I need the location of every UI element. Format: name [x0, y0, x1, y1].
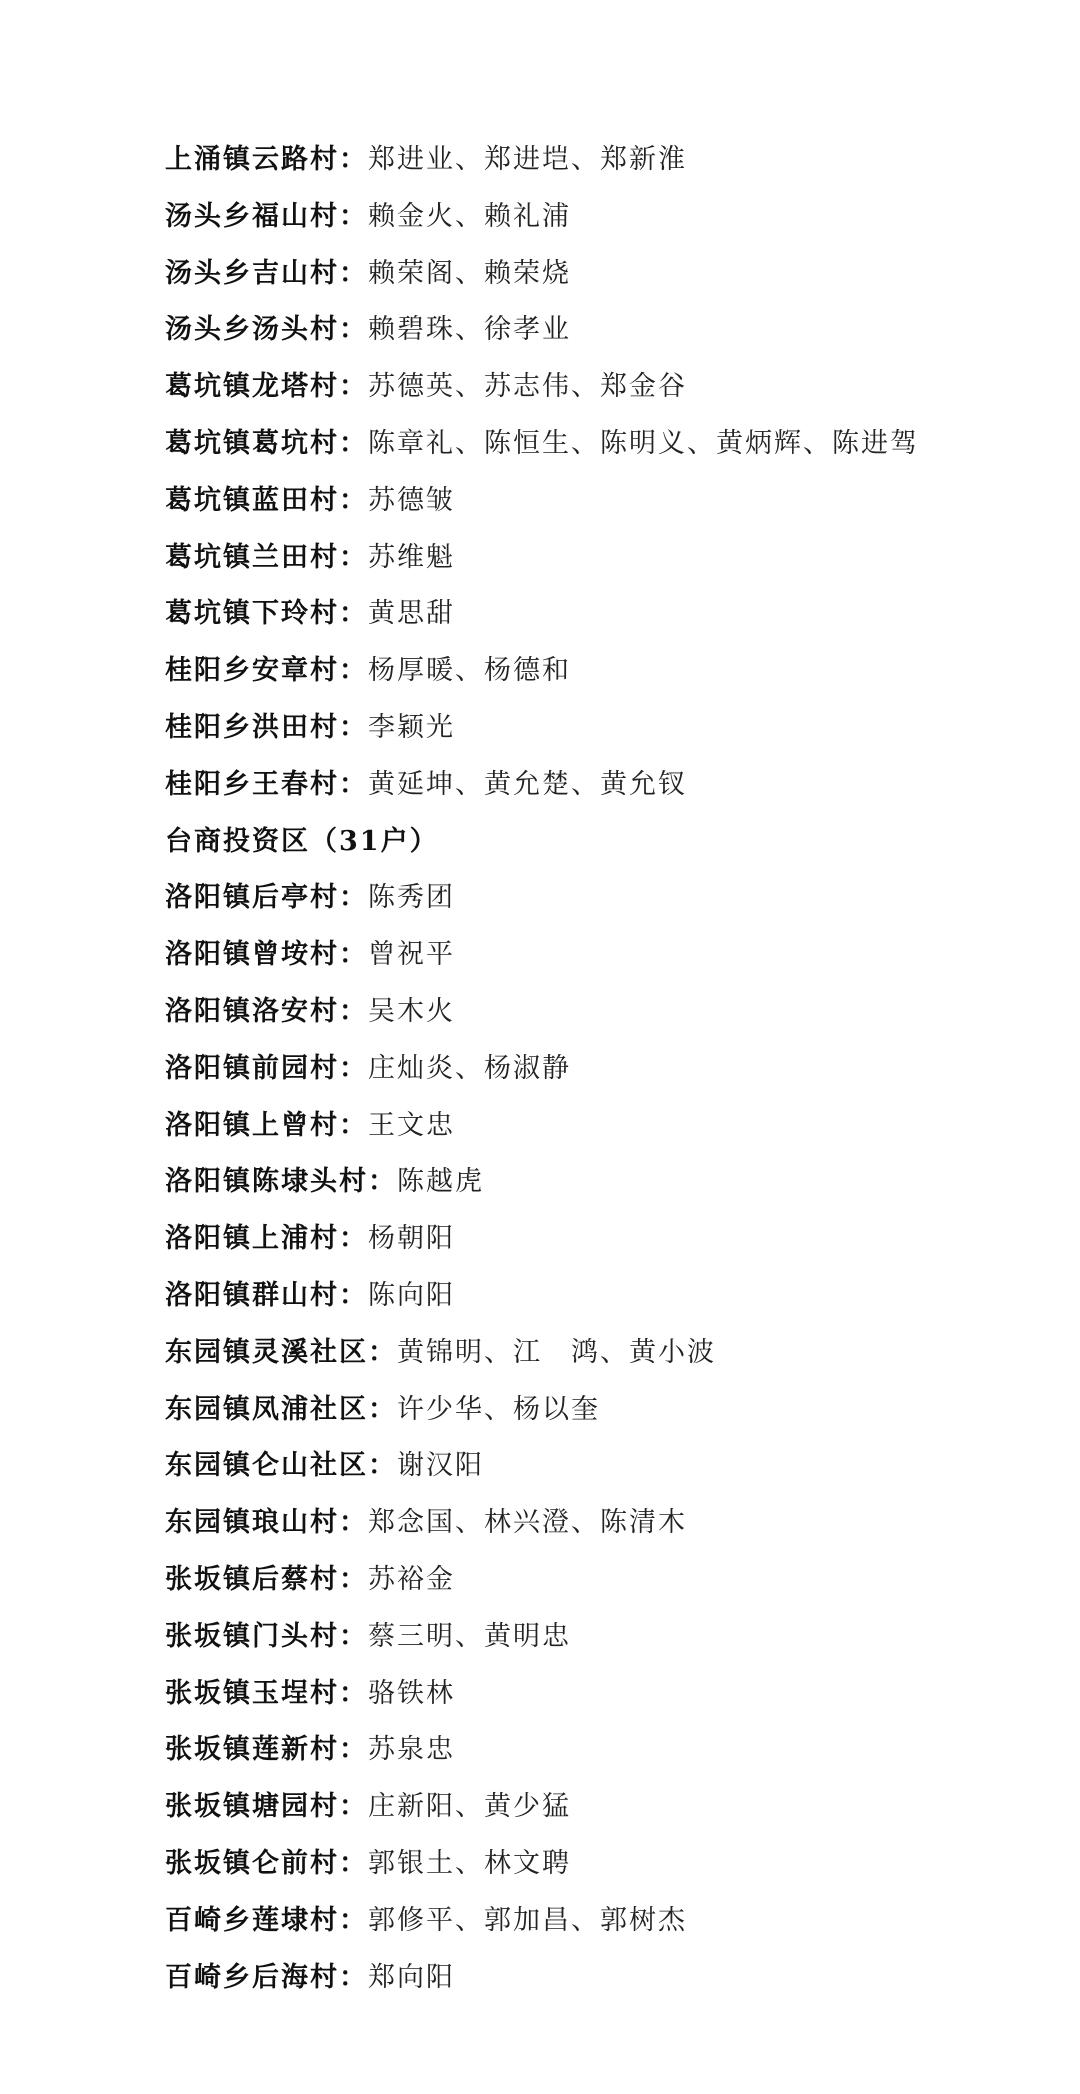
village-name: 张坂镇后蔡村：	[165, 1563, 368, 1595]
list-item	[165, 307, 1045, 364]
village-name: 百崎乡莲埭村：	[165, 1904, 368, 1936]
list-item	[165, 1671, 1045, 1728]
household-names: 郭修平、郭加昌、郭树杰	[368, 1904, 687, 1936]
list-item	[165, 705, 1045, 762]
list-item	[165, 1216, 1045, 1273]
list-item	[165, 1955, 1045, 2012]
village-name: 上涌镇云路村：	[165, 144, 368, 175]
village-name: 东园镇仑山社区：	[165, 1450, 397, 1482]
household-names: 王文忠	[368, 1109, 455, 1141]
list-item	[165, 137, 1045, 194]
village-name: 葛坑镇兰田村：	[165, 541, 368, 573]
section-heading-text: 台商投资区（31户）	[165, 825, 439, 857]
list-item	[165, 251, 1045, 308]
village-name: 张坂镇仑前村：	[165, 1847, 368, 1879]
household-names: 陈章礼、陈恒生、陈明义、黄炳辉、陈进驾	[368, 427, 919, 459]
list-item	[165, 1500, 1045, 1557]
household-names: 苏裕金	[368, 1563, 455, 1595]
village-name: 桂阳乡安章村：	[165, 655, 368, 687]
list-item	[165, 421, 1045, 478]
village-name: 东园镇灵溪社区：	[165, 1336, 397, 1368]
list-item	[165, 535, 1045, 592]
village-name: 葛坑镇下玲村：	[165, 598, 368, 630]
household-names: 苏德皱	[368, 484, 455, 516]
list-item	[165, 1443, 1045, 1500]
village-name: 汤头乡福山村：	[165, 200, 368, 232]
household-names: 骆铁林	[368, 1677, 455, 1709]
entry-list	[165, 137, 1045, 2011]
village-name: 洛阳镇陈埭头村：	[165, 1166, 397, 1198]
list-item	[165, 364, 1045, 421]
list-item	[165, 1159, 1045, 1216]
household-names: 苏德英、苏志伟、郑金谷	[368, 371, 687, 403]
household-names: 吴木火	[368, 995, 455, 1027]
household-names: 曾祝平	[368, 939, 455, 971]
list-item	[165, 762, 1045, 819]
list-item	[165, 1614, 1045, 1671]
household-names: 郑向阳	[368, 1961, 455, 1993]
list-item	[165, 1557, 1045, 1614]
list-item	[165, 591, 1045, 648]
list-item	[165, 194, 1045, 251]
list-item	[165, 1841, 1045, 1898]
village-name: 葛坑镇葛坑村：	[165, 427, 368, 459]
household-names: 陈越虎	[397, 1166, 484, 1198]
list-item	[165, 1727, 1045, 1784]
household-names: 赖碧珠、徐孝业	[368, 314, 571, 346]
list-item	[165, 1784, 1045, 1841]
section-heading	[165, 819, 1045, 876]
list-item	[165, 932, 1045, 989]
household-names: 杨朝阳	[368, 1223, 455, 1255]
household-names: 黄锦明、江 鸿、黄小波	[397, 1336, 716, 1368]
household-names: 陈向阳	[368, 1279, 455, 1311]
household-names: 黄思甜	[368, 598, 455, 630]
village-name: 洛阳镇群山村：	[165, 1279, 368, 1311]
village-name: 葛坑镇龙塔村：	[165, 371, 368, 403]
household-names: 李颖光	[368, 711, 455, 743]
village-name: 张坂镇莲新村：	[165, 1734, 368, 1766]
list-item	[165, 1046, 1045, 1103]
household-names: 赖金火、赖礼浦	[368, 200, 571, 232]
household-names: 黄延坤、黄允楚、黄允钗	[368, 768, 687, 800]
list-item	[165, 1330, 1045, 1387]
village-name: 洛阳镇上曾村：	[165, 1109, 368, 1141]
village-name: 桂阳乡王春村：	[165, 768, 368, 800]
village-name: 东园镇凤浦社区：	[165, 1393, 397, 1425]
village-name: 洛阳镇后亭村：	[165, 882, 368, 914]
list-item	[165, 875, 1045, 932]
village-name: 汤头乡汤头村：	[165, 314, 368, 346]
list-item	[165, 1103, 1045, 1160]
household-names: 杨厚暖、杨德和	[368, 655, 571, 687]
household-names: 郑进业、郑进垲、郑新淮	[368, 144, 687, 175]
village-name: 汤头乡吉山村：	[165, 257, 368, 289]
list-item	[165, 1273, 1045, 1330]
household-names: 赖荣阁、赖荣烧	[368, 257, 571, 289]
household-names: 陈秀团	[368, 882, 455, 914]
village-name: 张坂镇塘园村：	[165, 1791, 368, 1823]
list-item	[165, 1898, 1045, 1955]
household-names: 蔡三明、黄明忠	[368, 1620, 571, 1652]
household-names: 郑念国、林兴澄、陈清木	[368, 1507, 687, 1539]
village-name: 东园镇琅山村：	[165, 1507, 368, 1539]
list-item	[165, 478, 1045, 535]
household-names: 苏泉忠	[368, 1734, 455, 1766]
household-names: 谢汉阳	[397, 1450, 484, 1482]
village-name: 桂阳乡洪田村：	[165, 711, 368, 743]
household-names: 庄新阳、黄少猛	[368, 1791, 571, 1823]
household-names: 郭银土、林文聘	[368, 1847, 571, 1879]
village-name: 洛阳镇上浦村：	[165, 1223, 368, 1255]
village-name: 洛阳镇洛安村：	[165, 995, 368, 1027]
list-item	[165, 648, 1045, 705]
village-name: 张坂镇玉埕村：	[165, 1677, 368, 1709]
household-names: 许少华、杨以奎	[397, 1393, 600, 1425]
list-item	[165, 1387, 1045, 1444]
village-name: 张坂镇门头村：	[165, 1620, 368, 1652]
village-name: 洛阳镇前园村：	[165, 1052, 368, 1084]
household-names: 苏维魁	[368, 541, 455, 573]
village-name: 百崎乡后海村：	[165, 1961, 368, 1993]
village-name: 葛坑镇蓝田村：	[165, 484, 368, 516]
household-names: 庄灿炎、杨淑静	[368, 1052, 571, 1084]
list-item	[165, 989, 1045, 1046]
village-name: 洛阳镇曾垵村：	[165, 939, 368, 971]
